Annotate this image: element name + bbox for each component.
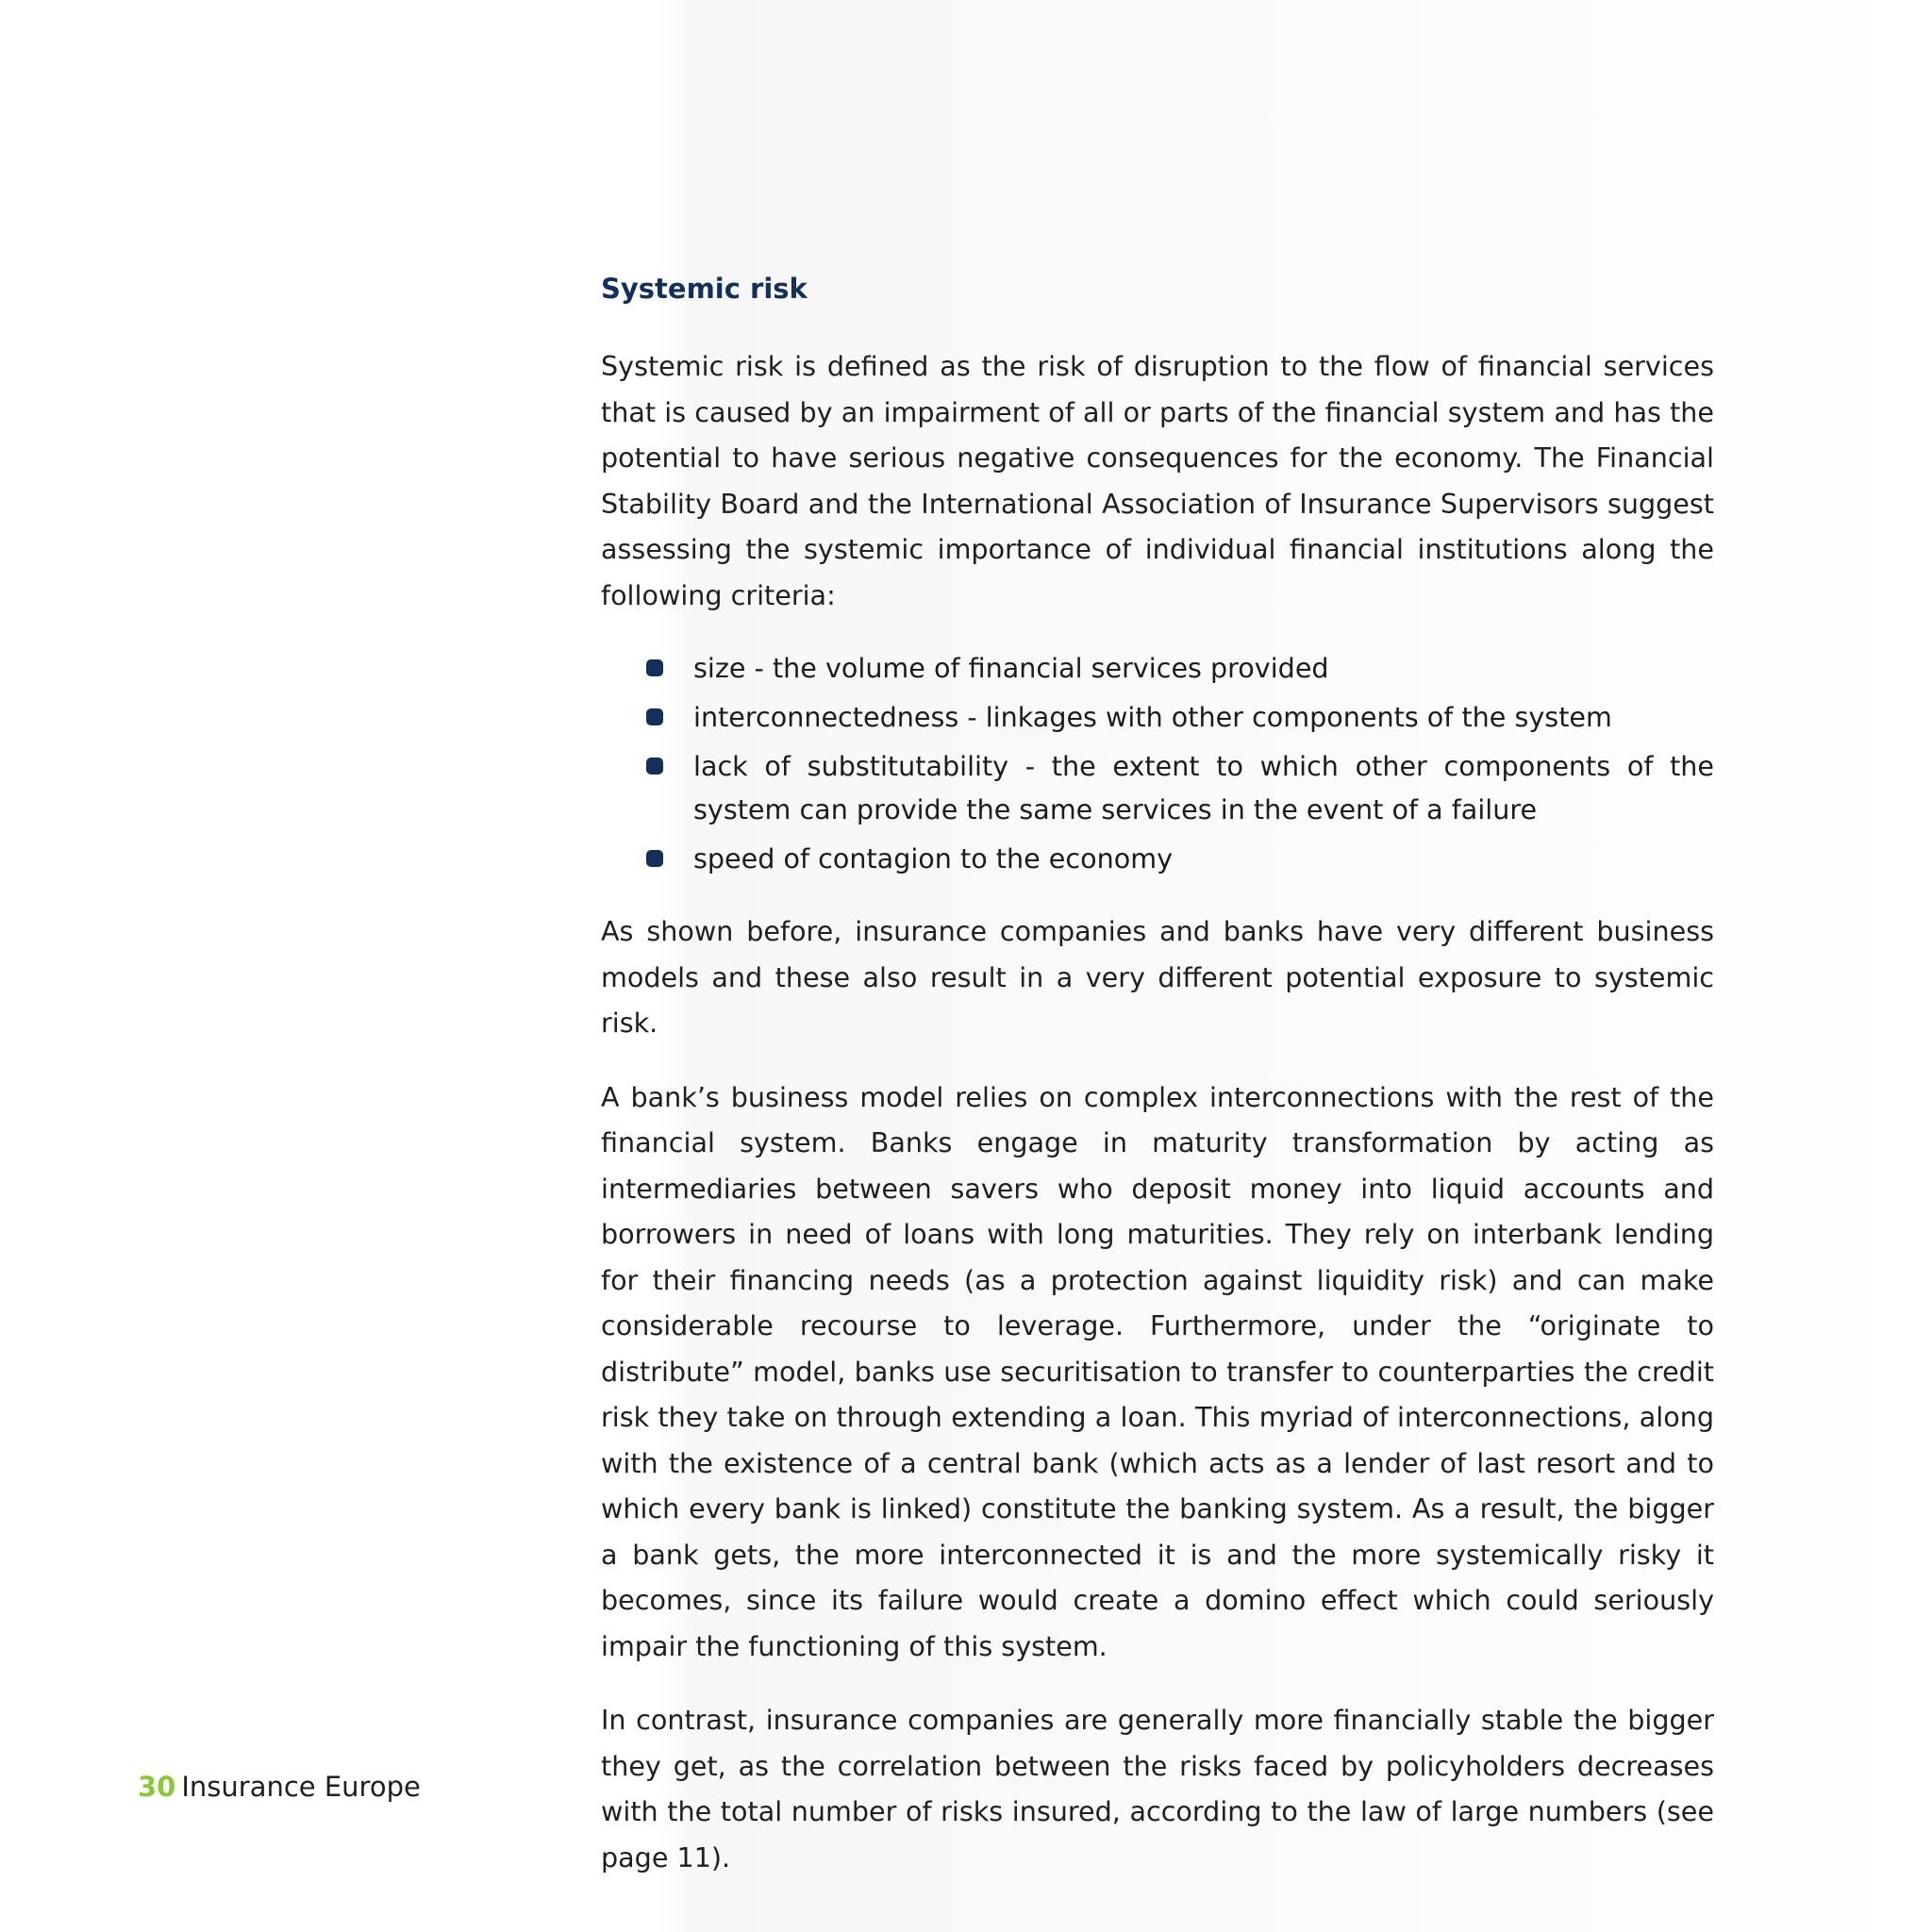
bank-model-paragraph: A bank’s business model relies on complex interconnections with the rest of the financial system. Banks engage in maturity transformation by acting as intermediaries between savers who deposit money into liquid accounts and borrowers in need of loans with long maturities. They rely on interbank lending for their financing needs (as a protection against liquidity risk) and can make considerable recourse to leverage. Furthermore, under the “originate to distribute” model, banks use securitisation to transfer to counterparties the credit risk they take on through extending a loan. This myriad of interconnections, along with the existence of a central bank (which acts as a lender of last resort and to which every bank is linked) constitute the banking system. As a result, the bigger a bank gets, the more interconnected it is and the more systemically risky it becomes, since its failure would create a domino effect which could seriously impair the functioning of this system. <box>601 1080 1714 1662</box>
list-item-text: lack of substitutability - the extent to which other components of the system can provide the same services in the event of a failure <box>693 750 1714 825</box>
comparison-paragraph: As shown before, insurance companies and banks have very different business models and these also result in a very different potential exposure to systemic risk. <box>601 915 1714 1039</box>
section-heading: Systemic risk <box>601 273 808 305</box>
list-item <box>693 646 1714 690</box>
insurance-contrast-paragraph: In contrast, insurance companies are generally more financially stable the bigger they get, as the correlation between the risks faced by policyholders decreases with the total number of risks insured, according to the law of large numbers (see page 11). <box>601 1704 1714 1874</box>
intro-paragraph: Systemic risk is defined as the risk of disruption to the flow of financial services that is caused by an impairment of all or parts of the financial system and has the potential to have serious negative consequences for the economy. The Financial Stability Board and the International Association of Insurance Supervisors suggest assessing the systemic importance of individual financial institutions along the following criteria: <box>601 350 1714 611</box>
bullet-icon <box>646 659 663 676</box>
main-content <box>601 270 1714 1908</box>
page-number: 30 <box>138 1771 176 1803</box>
list-item <box>693 837 1714 880</box>
list-item-text: interconnectedness - linkages with other components of the system <box>693 701 1612 733</box>
page-footer <box>138 1768 421 1806</box>
publisher-name: Insurance Europe <box>181 1771 421 1803</box>
bullet-icon <box>646 708 663 725</box>
bullet-icon <box>646 758 663 774</box>
list-item-text: speed of contagion to the economy <box>693 842 1173 874</box>
list-item <box>693 695 1714 739</box>
list-item <box>693 744 1714 831</box>
criteria-list <box>601 646 1714 880</box>
list-item-text: size - the volume of financial services provided <box>693 652 1329 684</box>
bullet-icon <box>646 850 663 867</box>
